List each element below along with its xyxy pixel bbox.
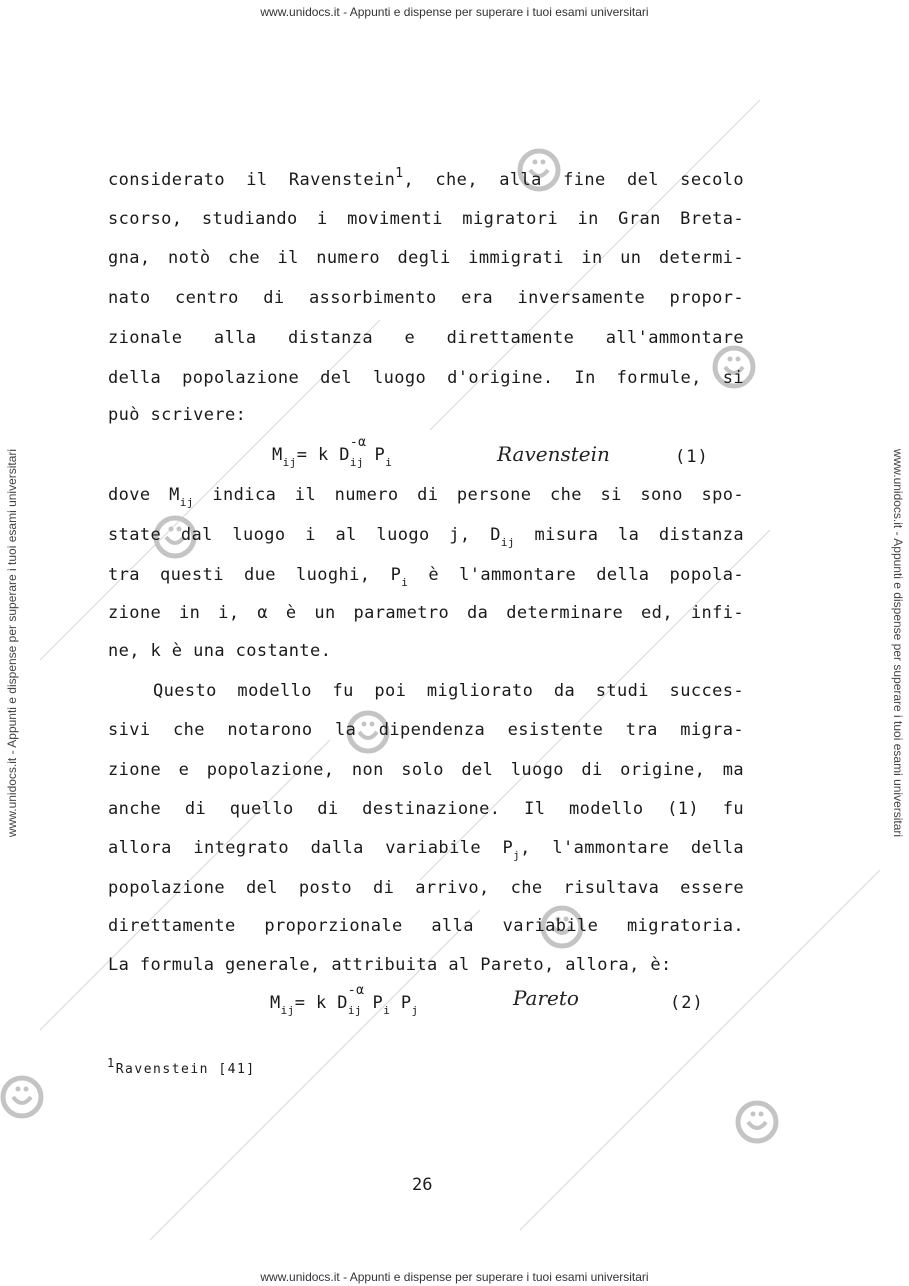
- text-line: scorso, studiando i movimenti migratori in Gran Breta-: [108, 209, 744, 229]
- text-line: zione e popolazione, non solo del luogo di origine, ma: [108, 760, 744, 780]
- watermark-right: www.unidocs.it - Appunti e dispense per superare i tuoi esami universitari: [891, 448, 905, 838]
- text-line: sivi che notarono la dipendenza esistente tra migra-: [108, 720, 744, 740]
- text-line: ne, k è una costante.: [108, 641, 332, 661]
- page-number: 26: [412, 1175, 433, 1195]
- equation-pareto: $M_{ij}= k$ D -α $_{ij}$ $P_i$ $P_j$: [270, 983, 419, 1017]
- text-line: tra questi due luoghi, $P_i$ è l'ammontare della popola-: [108, 565, 744, 589]
- text-line: direttamente proporzionale alla variabile migratoria.: [108, 916, 744, 936]
- footnote-marker: 1: [395, 166, 404, 181]
- text-line: dove $M_{ij}$ indica il numero di persone che si sono spo-: [108, 485, 744, 509]
- text-line: della popolazione del luogo d'origine. In formule, si: [108, 368, 744, 388]
- text-line: popolazione del posto di arrivo, che risultava essere: [108, 878, 744, 898]
- watermark-left: www.unidocs.it - Appunti e dispense per superare i tuoi esami universitari: [5, 448, 19, 838]
- equation-ravenstein: $M_{ij}= k$ D -α $_{ij}$ $P_i$: [272, 435, 393, 469]
- watermark-top[interactable]: www.unidocs.it - Appunti e dispense per superare i tuoi esami universitari: [260, 5, 649, 19]
- text-line: anche di quello di destinazione. Il modello (1) fu: [108, 799, 744, 819]
- text-line: La formula generale, attribuita al Pareto, allora, è:: [108, 955, 672, 975]
- text-line: può scrivere:: [108, 405, 247, 425]
- text-line: allora integrato dalla variabile $P_j$, l'ammontare della: [108, 838, 745, 862]
- watermark-bottom[interactable]: www.unidocs.it - Appunti e dispense per superare i tuoi esami universitari: [260, 1270, 649, 1284]
- text-line: nato centro di assorbimento era inversamente propor-: [108, 288, 744, 308]
- equation-number: (1): [675, 447, 709, 467]
- text-line: Questo modello fu poi migliorato da studi succes-: [153, 681, 744, 701]
- unidocs-logo-icon: [0, 1075, 44, 1119]
- text-line: gna, notò che il numero degli immigrati in un determi-: [108, 248, 744, 268]
- text-line: state dal luogo i al luogo j, $D_{ij}$ misura la distanza: [108, 525, 744, 549]
- unidocs-logo-icon: [735, 1100, 779, 1144]
- text-line: considerato il Ravenstein$^1$, che, alla fine del secolo: [108, 166, 744, 190]
- text-line: zione in i, α è un parametro da determinare ed, infi-: [108, 603, 744, 623]
- handwritten-note-ravenstein: Ravenstein: [497, 442, 610, 466]
- equation-number: (2): [670, 993, 704, 1013]
- footnote: 1Ravenstein [41]: [107, 1056, 256, 1077]
- handwritten-note-pareto: Pareto: [513, 986, 579, 1010]
- text-line: zionale alla distanza e direttamente all'ammontare: [108, 328, 744, 348]
